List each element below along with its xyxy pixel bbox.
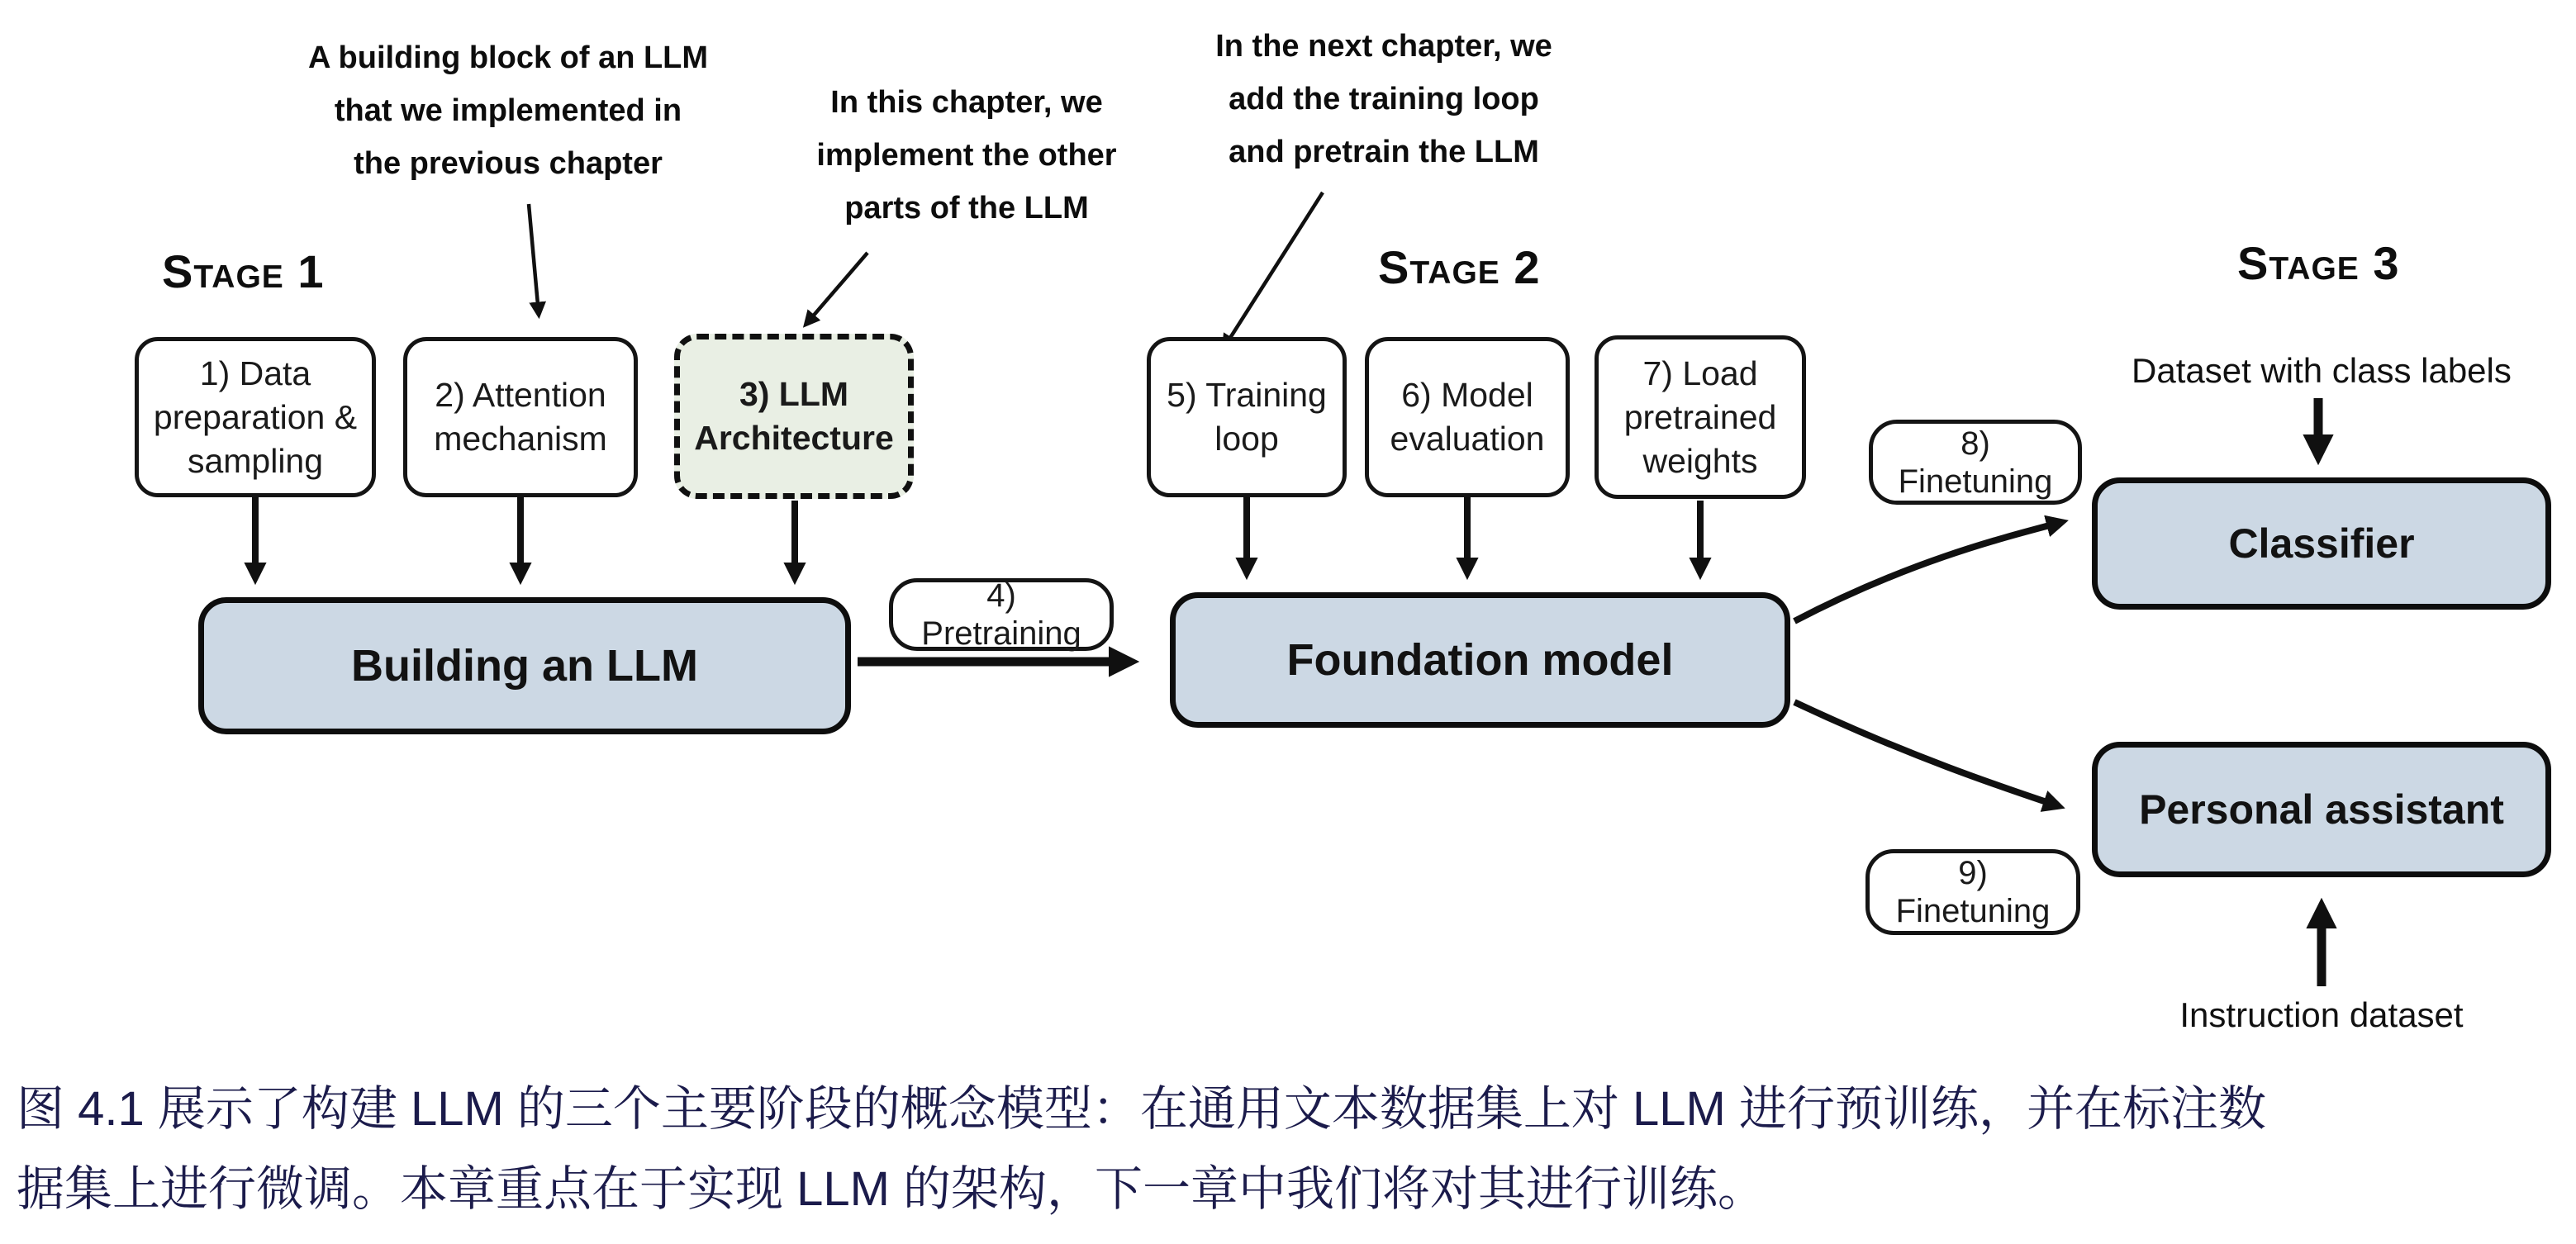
step-box-model-evaluation: 6) Model evaluation — [1365, 337, 1570, 497]
annotation-line: the previous chapter — [354, 146, 663, 181]
model-box-building-an-llm: Building an LLM — [198, 597, 851, 734]
caption-line-1: 图 4.1 展示了构建 LLM 的三个主要阶段的概念模型：在通用文本数据集上对 LLM 进行预训练，并在标注数 — [17, 1082, 2266, 1136]
annotation-line: A building block of an LLM — [307, 40, 709, 75]
arrow-foundation-model-to-personal-assistant — [1794, 702, 2059, 806]
figure-caption — [17, 1069, 2565, 1229]
step-box-llm-architecture: 3) LLM Architecture — [674, 334, 914, 499]
step-box-finetuning-assistant: 9) Finetuning — [1865, 849, 2080, 935]
annotation-line: add the training loop — [1229, 82, 1539, 116]
step-box-finetuning-classifier: 8) Finetuning — [1869, 420, 2082, 505]
stage-2-label: Stage 2 — [1378, 241, 1541, 293]
model-box-foundation-model: Foundation model — [1170, 592, 1790, 728]
caption-line-2: 据集上进行微调。本章重点在于实现 LLM 的架构，下一章中我们将对其进行训练。 — [17, 1162, 1766, 1216]
step-box-data-preparation: 1) Data preparation & sampling — [135, 337, 376, 497]
annotation-line: parts of the LLM — [844, 191, 1089, 226]
annotation-line: and pretrain the LLM — [1229, 135, 1539, 169]
stage-1-label: Stage 1 — [162, 245, 325, 297]
step-box-pretraining: 4) Pretraining — [889, 578, 1114, 651]
arrow-annotation-next-chapter-to-training-loop — [1224, 192, 1323, 347]
annotation-line: In this chapter, we — [830, 85, 1103, 120]
label-dataset-with-class-labels: Dataset with class labels — [2132, 351, 2512, 390]
arrow-foundation-model-to-classifier — [1794, 522, 2062, 621]
step-box-training-loop: 5) Training loop — [1147, 337, 1347, 497]
model-box-personal-assistant: Personal assistant — [2092, 742, 2551, 877]
stage-3-label: Stage 3 — [2237, 237, 2400, 289]
label-instruction-dataset: Instruction dataset — [2179, 995, 2464, 1034]
annotation-line: In the next chapter, we — [1215, 29, 1552, 64]
annotation-next-chapter — [1148, 20, 1619, 178]
annotation-prev-chapter — [264, 31, 752, 190]
annotation-line: that we implemented in — [334, 93, 682, 128]
annotation-line: implement the other — [816, 138, 1117, 173]
model-box-classifier: Classifier — [2092, 477, 2551, 610]
arrow-annotation-prev-chapter-to-attention — [529, 204, 539, 314]
arrow-annotation-this-chapter-to-llm-architecture — [806, 253, 867, 324]
step-box-load-pretrained-weights: 7) Load pretrained weights — [1595, 335, 1806, 499]
annotation-this-chapter — [768, 76, 1165, 235]
step-box-attention-mechanism: 2) Attention mechanism — [403, 337, 638, 497]
